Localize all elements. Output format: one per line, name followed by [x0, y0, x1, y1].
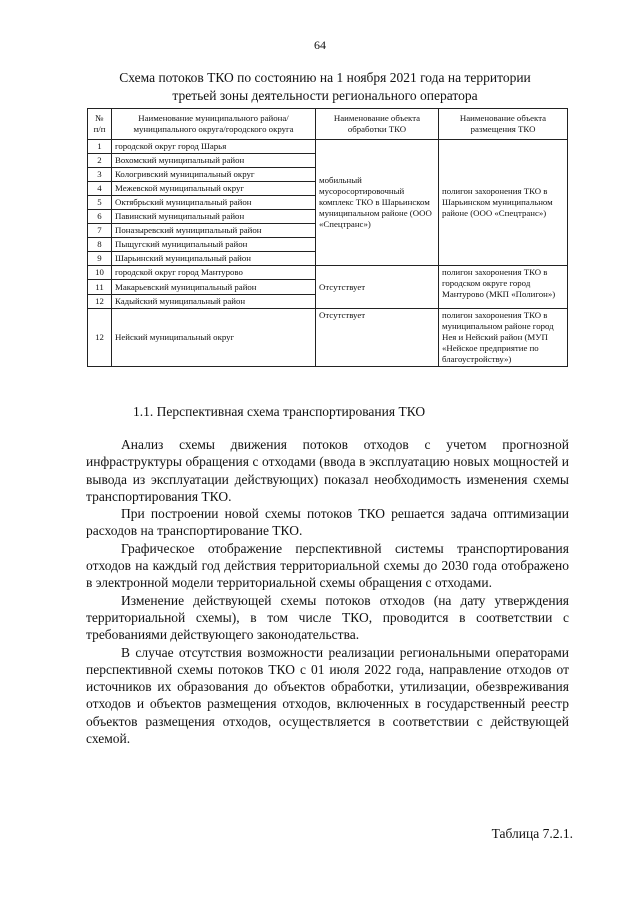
- row-municipality: Межевской муниципальный округ: [112, 182, 316, 196]
- row-municipality: Октябрьский муниципальный район: [112, 196, 316, 210]
- table-header-row: [88, 109, 568, 140]
- row-num: 6: [88, 210, 112, 224]
- row-municipality: городской округ город Мантурово: [112, 266, 316, 280]
- paragraph: Анализ схемы движения потоков отходов с учетом прогнозной инфраструктуры обращения с отходами (ввода в эксплуатацию новых мощностей и вывода из эксплуатации действующих) показал необходимость изменения схемы транспортирования ТКО.: [86, 437, 569, 504]
- row-municipality: Вохомский муниципальный район: [112, 154, 316, 168]
- section-heading: 1.1. Перспективная схема транспортирования ТКО: [133, 404, 426, 419]
- row-num: 9: [88, 252, 112, 266]
- row-num: 1: [88, 140, 112, 154]
- paragraph: В случае отсутствия возможности реализации региональными операторами перспективной схемы потоков ТКО с 01 июля 2022 года, направление отходов от источников их образования до объектов обработки, утилизации, обезвреживания отходов и объектов размещения отходов, включенных в государственный реестр объектов размещения отходов, осуществляется в соответствии с действующей схемой.: [86, 644, 569, 747]
- row-num: 4: [88, 182, 112, 196]
- row-num: 7: [88, 224, 112, 238]
- group3-processing: Отсутствует: [316, 309, 439, 367]
- header-disposal: Наименование объекта размещения ТКО: [439, 109, 568, 140]
- header-municipality: Наименование муниципального района/ муниципального округа/городского округа: [112, 109, 316, 140]
- group3-disposal: полигон захоронения ТКО в муниципальном районе город Нея и Нейский район (МУП «Нейское предприятие по благоустройству»): [439, 309, 568, 367]
- group1-disposal: полигон захоронения ТКО в Шарьинском муниципальном районе (ООО «Спецтранс»): [439, 140, 568, 266]
- row-num: 2: [88, 154, 112, 168]
- row-num: 12: [88, 309, 112, 367]
- group2-disposal: полигон захоронения ТКО в городском округе город Мантурово (МКП «Полигон»): [439, 266, 568, 309]
- header-processing: Наименование объекта обработки ТКО: [316, 109, 439, 140]
- row-num: 11: [88, 280, 112, 295]
- row-municipality: Поназыревский муниципальный район: [112, 224, 316, 238]
- group2-processing: Отсутствует: [316, 266, 439, 309]
- row-num: 12: [88, 295, 112, 309]
- row-num: 10: [88, 266, 112, 280]
- body-text: [86, 436, 569, 747]
- row-municipality: Нейский муниципальный округ: [112, 309, 316, 367]
- row-municipality: Кологривский муниципальный округ: [112, 168, 316, 182]
- row-num: 3: [88, 168, 112, 182]
- paragraph: Изменение действующей схемы потоков отходов (на дату утверждения территориальной схемы), в том числе ТКО, проводится в соответствии с требованиями действующего законодательства.: [86, 592, 569, 643]
- row-municipality: Пыщугский муниципальный район: [112, 238, 316, 252]
- paragraph: При построении новой схемы потоков ТКО решается задача оптимизации расходов на транспортирование ТКО.: [86, 506, 569, 539]
- page-number: 64: [314, 38, 326, 52]
- group1-processing: мобильный мусоросортировочный комплекс ТКО в Шарьинском муниципальном районе (ООО «Спецтранс»): [316, 140, 439, 266]
- row-num: 8: [88, 238, 112, 252]
- paragraph: Графическое отображение перспективной системы транспортирования отходов на каждый год действия территориальной схемы до 2030 года отображено в электронной модели территориальной схемы обращения с отходами.: [86, 540, 569, 591]
- table-row: [88, 309, 568, 367]
- row-municipality: городской округ город Шарья: [112, 140, 316, 154]
- row-municipality: Макарьевский муниципальный район: [112, 280, 316, 295]
- row-municipality: Кадыйский муниципальный район: [112, 295, 316, 309]
- row-municipality: Шарьинский муниципальный район: [112, 252, 316, 266]
- table-caption: Таблица 7.2.1.: [491, 826, 573, 841]
- table-title-line-2: третьей зоны деятельности регионального оператора: [172, 88, 478, 103]
- table-title-line-1: Схема потоков ТКО по состоянию на 1 ноября 2021 года на территории: [119, 70, 531, 85]
- header-num: № п/п: [88, 109, 112, 140]
- table-title: [60, 69, 590, 105]
- waste-flow-table: [87, 108, 568, 367]
- row-municipality: Павинский муниципальный район: [112, 210, 316, 224]
- row-num: 5: [88, 196, 112, 210]
- table-row: [88, 140, 568, 154]
- table-row: [88, 266, 568, 280]
